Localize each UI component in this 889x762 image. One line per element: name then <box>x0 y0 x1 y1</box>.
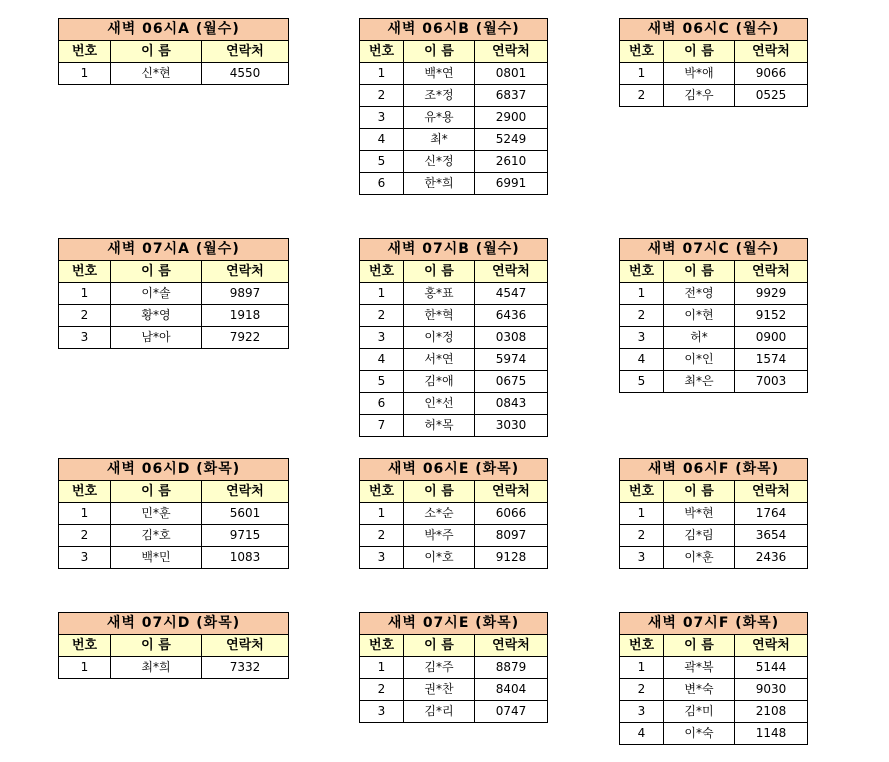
table-row <box>620 371 808 393</box>
table-title: 새벽 07시B (월수) <box>360 239 548 261</box>
cell-number: 5 <box>620 371 664 393</box>
table-row <box>620 283 808 305</box>
header-name: 이 름 <box>664 481 735 503</box>
table-header-row <box>59 481 289 503</box>
cell-phone: 0900 <box>735 327 808 349</box>
cell-name: 신*정 <box>404 151 475 173</box>
table-title-row <box>59 19 289 41</box>
cell-phone: 4550 <box>202 63 289 85</box>
table-header-row <box>360 261 548 283</box>
roster-table <box>619 458 808 569</box>
table-header-row <box>620 41 808 63</box>
table-title: 새벽 06시C (월수) <box>620 19 808 41</box>
cell-phone: 8097 <box>475 525 548 547</box>
cell-name: 황*영 <box>111 305 202 327</box>
cell-number: 6 <box>360 393 404 415</box>
table-row <box>59 283 289 305</box>
header-phone: 연락처 <box>475 41 548 63</box>
table-title: 새벽 07시C (월수) <box>620 239 808 261</box>
table-row <box>620 525 808 547</box>
table-title: 새벽 06시A (월수) <box>59 19 289 41</box>
cell-name: 김*주 <box>404 657 475 679</box>
cell-number: 1 <box>620 63 664 85</box>
table-row <box>360 305 548 327</box>
cell-number: 1 <box>59 657 111 679</box>
cell-name: 남*아 <box>111 327 202 349</box>
cell-number: 2 <box>620 305 664 327</box>
cell-phone: 0843 <box>475 393 548 415</box>
cell-phone: 0308 <box>475 327 548 349</box>
table-row <box>59 547 289 569</box>
cell-name: 홍*표 <box>404 283 475 305</box>
cell-number: 2 <box>360 85 404 107</box>
header-number: 번호 <box>620 261 664 283</box>
header-phone: 연락처 <box>475 481 548 503</box>
table-row <box>360 151 548 173</box>
table-row <box>360 415 548 437</box>
header-phone: 연락처 <box>202 635 289 657</box>
header-name: 이 름 <box>111 261 202 283</box>
cell-phone: 8879 <box>475 657 548 679</box>
cell-phone: 5601 <box>202 503 289 525</box>
table-row <box>59 305 289 327</box>
table-title: 새벽 07시D (화목) <box>59 613 289 635</box>
cell-name: 이*현 <box>664 305 735 327</box>
cell-name: 한*희 <box>404 173 475 195</box>
table-row <box>360 85 548 107</box>
cell-name: 이*호 <box>404 547 475 569</box>
cell-number: 3 <box>360 547 404 569</box>
cell-name: 최* <box>404 129 475 151</box>
table-row <box>620 305 808 327</box>
cell-phone: 2610 <box>475 151 548 173</box>
header-name: 이 름 <box>404 635 475 657</box>
header-name: 이 름 <box>404 41 475 63</box>
cell-number: 3 <box>360 701 404 723</box>
cell-name: 김*림 <box>664 525 735 547</box>
roster-table <box>58 458 289 569</box>
cell-number: 2 <box>360 679 404 701</box>
header-phone: 연락처 <box>475 635 548 657</box>
cell-number: 1 <box>59 63 111 85</box>
cell-name: 박*주 <box>404 525 475 547</box>
cell-name: 백*연 <box>404 63 475 85</box>
table-header-row <box>360 481 548 503</box>
table-title-row <box>360 459 548 481</box>
cell-name: 김*리 <box>404 701 475 723</box>
cell-name: 곽*복 <box>664 657 735 679</box>
cell-number: 1 <box>360 283 404 305</box>
table-row <box>360 63 548 85</box>
cell-phone: 4547 <box>475 283 548 305</box>
cell-number: 4 <box>360 349 404 371</box>
table-row <box>620 547 808 569</box>
header-number: 번호 <box>360 481 404 503</box>
cell-phone: 9929 <box>735 283 808 305</box>
cell-phone: 2436 <box>735 547 808 569</box>
table-row <box>360 547 548 569</box>
cell-phone: 0747 <box>475 701 548 723</box>
cell-name: 인*선 <box>404 393 475 415</box>
table-title: 새벽 06시D (화목) <box>59 459 289 481</box>
cell-name: 이*숙 <box>664 723 735 745</box>
header-phone: 연락처 <box>202 481 289 503</box>
table-title: 새벽 06시F (화목) <box>620 459 808 481</box>
table-row <box>620 723 808 745</box>
cell-phone: 1918 <box>202 305 289 327</box>
cell-phone: 7003 <box>735 371 808 393</box>
table-row <box>620 503 808 525</box>
table-row <box>59 503 289 525</box>
cell-name: 백*민 <box>111 547 202 569</box>
cell-number: 2 <box>59 525 111 547</box>
cell-number: 3 <box>360 107 404 129</box>
header-phone: 연락처 <box>735 481 808 503</box>
table-header-row <box>59 635 289 657</box>
cell-number: 7 <box>360 415 404 437</box>
cell-number: 1 <box>59 283 111 305</box>
cell-phone: 0801 <box>475 63 548 85</box>
cell-number: 2 <box>620 679 664 701</box>
cell-phone: 9030 <box>735 679 808 701</box>
table-title-row <box>360 19 548 41</box>
table-row <box>360 371 548 393</box>
table-row <box>620 349 808 371</box>
table-row <box>360 349 548 371</box>
table-header-row <box>360 635 548 657</box>
roster-table <box>58 18 289 85</box>
cell-name: 전*영 <box>664 283 735 305</box>
header-name: 이 름 <box>111 41 202 63</box>
table-row <box>360 525 548 547</box>
cell-phone: 8404 <box>475 679 548 701</box>
cell-name: 이*솔 <box>111 283 202 305</box>
cell-name: 민*훈 <box>111 503 202 525</box>
header-phone: 연락처 <box>202 261 289 283</box>
table-title: 새벽 07시F (화목) <box>620 613 808 635</box>
cell-phone: 1148 <box>735 723 808 745</box>
table-row <box>59 63 289 85</box>
header-number: 번호 <box>620 41 664 63</box>
cell-number: 3 <box>59 547 111 569</box>
cell-name: 조*정 <box>404 85 475 107</box>
cell-name: 서*연 <box>404 349 475 371</box>
table-row <box>360 129 548 151</box>
cell-number: 3 <box>360 327 404 349</box>
table-row <box>360 327 548 349</box>
roster-table <box>58 612 289 679</box>
header-name: 이 름 <box>404 481 475 503</box>
header-number: 번호 <box>620 481 664 503</box>
cell-phone: 9152 <box>735 305 808 327</box>
cell-number: 3 <box>620 327 664 349</box>
header-name: 이 름 <box>111 635 202 657</box>
cell-number: 5 <box>360 151 404 173</box>
cell-phone: 5249 <box>475 129 548 151</box>
table-title-row <box>620 19 808 41</box>
header-name: 이 름 <box>664 261 735 283</box>
cell-name: 박*현 <box>664 503 735 525</box>
cell-phone: 5974 <box>475 349 548 371</box>
cell-phone: 0525 <box>735 85 808 107</box>
cell-number: 3 <box>620 547 664 569</box>
cell-phone: 6066 <box>475 503 548 525</box>
cell-phone: 1764 <box>735 503 808 525</box>
header-number: 번호 <box>59 481 111 503</box>
table-title-row <box>620 239 808 261</box>
roster-table <box>619 238 808 393</box>
table-row <box>59 525 289 547</box>
header-phone: 연락처 <box>475 261 548 283</box>
roster-table <box>619 18 808 107</box>
table-row <box>620 679 808 701</box>
cell-name: 소*순 <box>404 503 475 525</box>
cell-number: 2 <box>620 525 664 547</box>
header-number: 번호 <box>360 635 404 657</box>
roster-table <box>58 238 289 349</box>
table-title-row <box>620 459 808 481</box>
header-number: 번호 <box>59 41 111 63</box>
cell-phone: 9715 <box>202 525 289 547</box>
cell-name: 김*미 <box>664 701 735 723</box>
table-row <box>620 85 808 107</box>
cell-name: 변*숙 <box>664 679 735 701</box>
cell-number: 1 <box>620 657 664 679</box>
table-title: 새벽 06시B (월수) <box>360 19 548 41</box>
cell-phone: 3030 <box>475 415 548 437</box>
cell-phone: 6991 <box>475 173 548 195</box>
table-row <box>59 657 289 679</box>
header-name: 이 름 <box>111 481 202 503</box>
roster-table <box>619 612 808 745</box>
table-row <box>360 701 548 723</box>
table-row <box>360 283 548 305</box>
header-phone: 연락처 <box>202 41 289 63</box>
cell-phone: 7332 <box>202 657 289 679</box>
table-title-row <box>59 459 289 481</box>
table-row <box>360 679 548 701</box>
cell-name: 허* <box>664 327 735 349</box>
cell-number: 1 <box>360 63 404 85</box>
cell-name: 박*애 <box>664 63 735 85</box>
cell-phone: 2108 <box>735 701 808 723</box>
cell-name: 허*목 <box>404 415 475 437</box>
cell-number: 5 <box>360 371 404 393</box>
table-header-row <box>360 41 548 63</box>
cell-phone: 5144 <box>735 657 808 679</box>
header-name: 이 름 <box>664 635 735 657</box>
cell-phone: 3654 <box>735 525 808 547</box>
cell-name: 김*호 <box>111 525 202 547</box>
header-phone: 연락처 <box>735 261 808 283</box>
table-header-row <box>59 261 289 283</box>
roster-table <box>359 612 548 723</box>
cell-name: 권*찬 <box>404 679 475 701</box>
cell-phone: 1574 <box>735 349 808 371</box>
header-number: 번호 <box>620 635 664 657</box>
roster-table <box>359 458 548 569</box>
cell-number: 3 <box>59 327 111 349</box>
table-row <box>360 107 548 129</box>
table-row <box>360 173 548 195</box>
table-title: 새벽 07시A (월수) <box>59 239 289 261</box>
header-number: 번호 <box>360 261 404 283</box>
header-number: 번호 <box>360 41 404 63</box>
header-name: 이 름 <box>404 261 475 283</box>
cell-phone: 9066 <box>735 63 808 85</box>
cell-number: 1 <box>59 503 111 525</box>
cell-number: 4 <box>620 723 664 745</box>
cell-number: 2 <box>360 305 404 327</box>
table-title-row <box>360 239 548 261</box>
cell-phone: 0675 <box>475 371 548 393</box>
cell-number: 1 <box>620 283 664 305</box>
header-phone: 연락처 <box>735 41 808 63</box>
cell-name: 최*은 <box>664 371 735 393</box>
table-title-row <box>59 239 289 261</box>
cell-phone: 7922 <box>202 327 289 349</box>
cell-number: 2 <box>59 305 111 327</box>
cell-phone: 6436 <box>475 305 548 327</box>
cell-name: 최*희 <box>111 657 202 679</box>
roster-table <box>359 238 548 437</box>
table-header-row <box>620 261 808 283</box>
table-row <box>620 657 808 679</box>
table-row <box>360 657 548 679</box>
table-title-row <box>59 613 289 635</box>
header-number: 번호 <box>59 261 111 283</box>
cell-phone: 9128 <box>475 547 548 569</box>
cell-name: 한*혁 <box>404 305 475 327</box>
table-header-row <box>59 41 289 63</box>
table-title-row <box>620 613 808 635</box>
header-phone: 연락처 <box>735 635 808 657</box>
cell-number: 1 <box>360 657 404 679</box>
cell-name: 김*애 <box>404 371 475 393</box>
table-title: 새벽 07시E (화목) <box>360 613 548 635</box>
table-header-row <box>620 635 808 657</box>
cell-phone: 1083 <box>202 547 289 569</box>
cell-number: 4 <box>360 129 404 151</box>
table-header-row <box>620 481 808 503</box>
table-title: 새벽 06시E (화목) <box>360 459 548 481</box>
table-row <box>360 393 548 415</box>
cell-name: 유*용 <box>404 107 475 129</box>
cell-number: 2 <box>360 525 404 547</box>
table-row <box>620 327 808 349</box>
cell-name: 이*정 <box>404 327 475 349</box>
table-row <box>360 503 548 525</box>
cell-number: 3 <box>620 701 664 723</box>
cell-name: 이*훈 <box>664 547 735 569</box>
cell-name: 신*현 <box>111 63 202 85</box>
cell-number: 1 <box>620 503 664 525</box>
table-row <box>620 701 808 723</box>
cell-number: 2 <box>620 85 664 107</box>
cell-number: 1 <box>360 503 404 525</box>
table-title-row <box>360 613 548 635</box>
cell-number: 6 <box>360 173 404 195</box>
cell-number: 4 <box>620 349 664 371</box>
header-number: 번호 <box>59 635 111 657</box>
roster-table <box>359 18 548 195</box>
cell-phone: 9897 <box>202 283 289 305</box>
cell-name: 김*우 <box>664 85 735 107</box>
header-name: 이 름 <box>664 41 735 63</box>
table-row <box>59 327 289 349</box>
cell-phone: 2900 <box>475 107 548 129</box>
cell-phone: 6837 <box>475 85 548 107</box>
table-row <box>620 63 808 85</box>
cell-name: 이*인 <box>664 349 735 371</box>
